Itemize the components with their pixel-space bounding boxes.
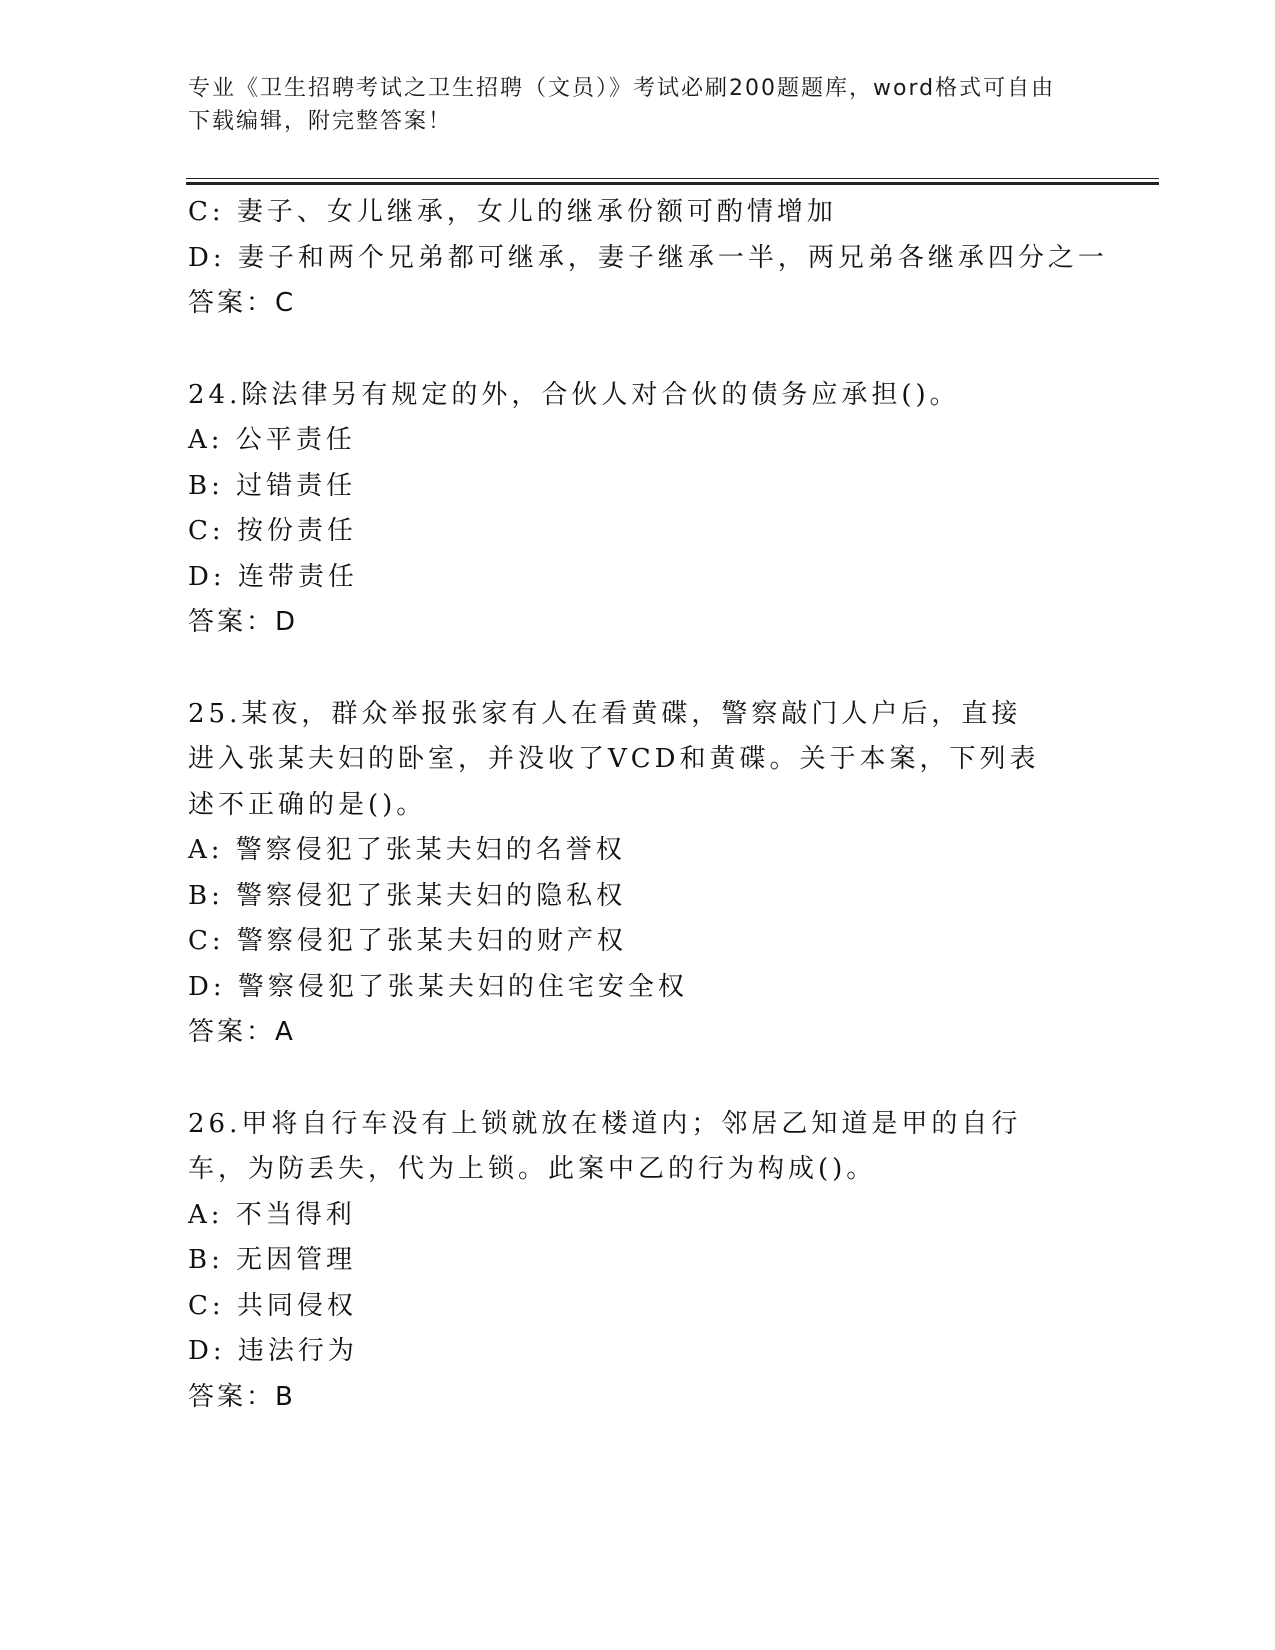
answer: 答案：A [188,1017,296,1047]
question-stem: 25.某夜，群众举报张家有人在看黄碟，警察敲门人户后，直接进入张某夫妇的卧室，并没收了VCD和黄碟。关于本案，下列表述不正确的是()。 [188,698,1040,820]
option-d: D: 妻子和两个兄弟都可继承，妻子继承一半，两兄弟各继承四分之一 [188,242,1108,273]
question-stem: 26.甲将自行车没有上锁就放在楼道内；邻居乙知道是甲的自行车，为防丢失，代为上锁。此案中乙的行为构成()。 [188,1108,1022,1184]
answer: 答案：D [188,607,299,637]
header-divider-thin [186,178,1159,179]
option-d: D: 连带责任 [188,561,358,592]
question-25 [188,692,1088,1056]
spacer [188,646,1088,692]
answer: 答案：C [188,288,297,318]
spacer [188,327,1088,373]
previous-question-tail [188,190,1108,327]
header-divider-thick [186,182,1159,185]
option-a: A: 不当得利 [188,1199,356,1230]
option-b: B: 过错责任 [188,470,357,501]
option-b: B: 无因管理 [188,1245,357,1275]
option-d: D: 违法行为 [188,1336,358,1366]
spacer [188,1056,1088,1102]
option-c: C: 按份责任 [188,516,357,546]
option-c: C: 妻子、女儿继承，女儿的继承份额可酌情增加 [188,197,837,227]
option-b: B: 警察侵犯了张某夫妇的隐私权 [188,880,627,911]
option-c: C: 共同侵权 [188,1290,357,1321]
option-d: D: 警察侵犯了张某夫妇的住宅安全权 [188,971,688,1002]
document-header: 专业《卫生招聘考试之卫生招聘（文员）》考试必刷200题题库，word格式可自由下载编辑，附完整答案！ [188,76,1056,134]
option-a: A: 公平责任 [188,425,356,455]
option-c: C: 警察侵犯了张某夫妇的财产权 [188,926,627,956]
document-body [188,190,1108,1420]
option-a: A: 警察侵犯了张某夫妇的名誉权 [188,835,626,865]
question-24 [188,373,1088,646]
answer: 答案：B [188,1381,296,1412]
question-26 [188,1102,1088,1421]
question-stem: 24.除法律另有规定的外，合伙人对合伙的债务应承担()。 [188,379,960,410]
